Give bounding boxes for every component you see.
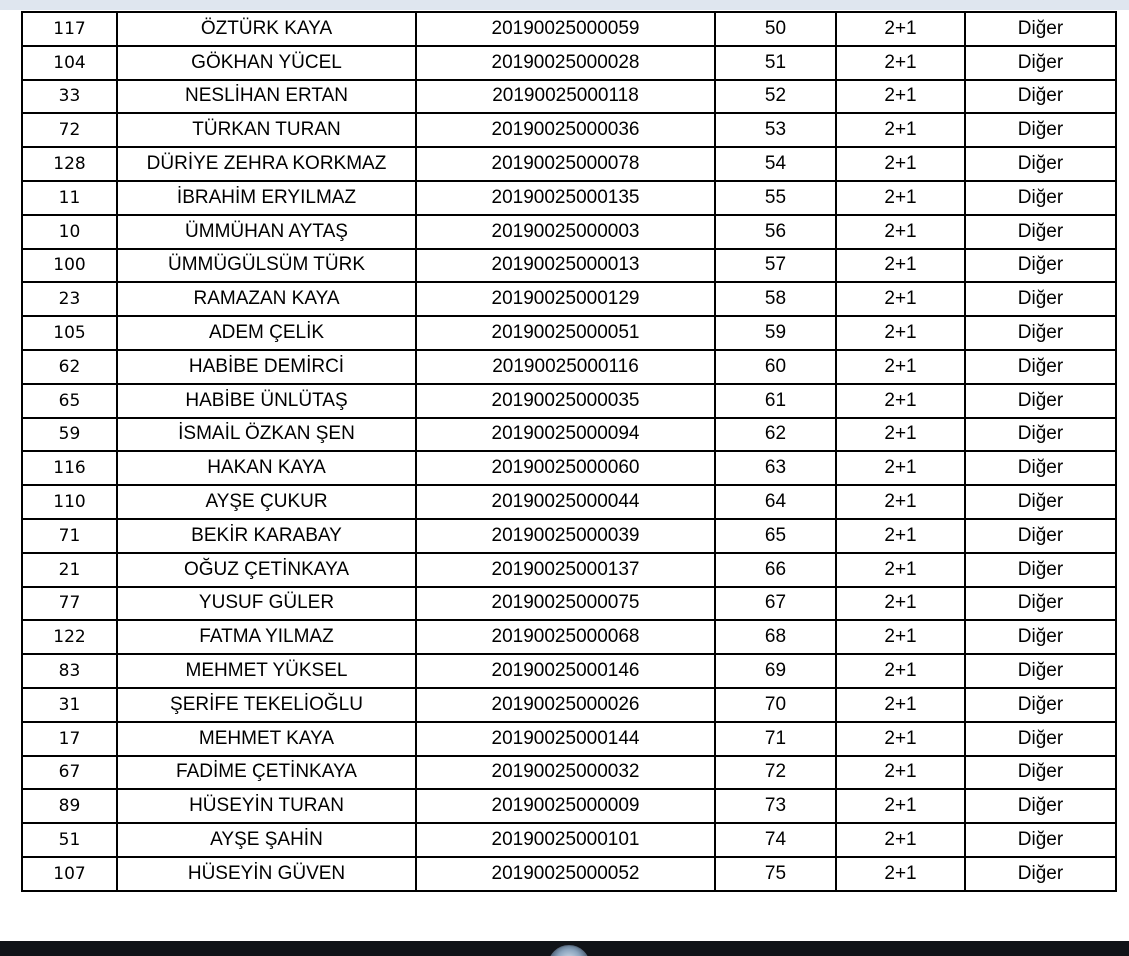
table-row — [22, 215, 1116, 249]
category-cell: Diğer — [965, 181, 1116, 215]
name-cell: AYŞE ÇUKUR — [117, 485, 416, 519]
order-number-cell: 63 — [715, 451, 836, 485]
row-number-cell: 21 — [22, 553, 117, 587]
table-row — [22, 113, 1116, 147]
row-number-cell: 33 — [22, 80, 117, 114]
row-number-cell: 122 — [22, 620, 117, 654]
order-number-cell: 67 — [715, 587, 836, 621]
row-number-cell: 17 — [22, 722, 117, 756]
order-number-cell: 71 — [715, 722, 836, 756]
category-cell: Diğer — [965, 823, 1116, 857]
category-cell: Diğer — [965, 485, 1116, 519]
category-cell: Diğer — [965, 451, 1116, 485]
document-page — [0, 10, 1129, 941]
name-cell: GÖKHAN YÜCEL — [117, 46, 416, 80]
row-number-cell: 83 — [22, 654, 117, 688]
table-row — [22, 316, 1116, 350]
name-cell: TÜRKAN TURAN — [117, 113, 416, 147]
name-cell: HÜSEYİN TURAN — [117, 789, 416, 823]
category-cell: Diğer — [965, 249, 1116, 283]
table-row — [22, 587, 1116, 621]
category-cell: Diğer — [965, 519, 1116, 553]
application-number-cell: 20190025000101 — [416, 823, 715, 857]
applicant-table — [21, 11, 1117, 892]
table-row — [22, 80, 1116, 114]
row-number-cell: 31 — [22, 688, 117, 722]
application-number-cell: 20190025000013 — [416, 249, 715, 283]
room-type-cell: 2+1 — [836, 519, 965, 553]
order-number-cell: 53 — [715, 113, 836, 147]
order-number-cell: 57 — [715, 249, 836, 283]
name-cell: RAMAZAN KAYA — [117, 282, 416, 316]
application-number-cell: 20190025000003 — [416, 215, 715, 249]
row-number-cell: 72 — [22, 113, 117, 147]
room-type-cell: 2+1 — [836, 113, 965, 147]
table-row — [22, 553, 1116, 587]
order-number-cell: 59 — [715, 316, 836, 350]
row-number-cell: 128 — [22, 147, 117, 181]
name-cell: HABİBE ÜNLÜTAŞ — [117, 384, 416, 418]
page-margin — [0, 10, 21, 941]
row-number-cell: 51 — [22, 823, 117, 857]
row-number-cell: 67 — [22, 756, 117, 790]
row-number-cell: 23 — [22, 282, 117, 316]
table-row — [22, 249, 1116, 283]
name-cell: MEHMET YÜKSEL — [117, 654, 416, 688]
order-number-cell: 61 — [715, 384, 836, 418]
order-number-cell: 56 — [715, 215, 836, 249]
category-cell: Diğer — [965, 587, 1116, 621]
order-number-cell: 73 — [715, 789, 836, 823]
table-row — [22, 857, 1116, 891]
category-cell: Diğer — [965, 316, 1116, 350]
table-row — [22, 451, 1116, 485]
room-type-cell: 2+1 — [836, 181, 965, 215]
application-number-cell: 20190025000052 — [416, 857, 715, 891]
room-type-cell: 2+1 — [836, 722, 965, 756]
room-type-cell: 2+1 — [836, 46, 965, 80]
room-type-cell: 2+1 — [836, 857, 965, 891]
name-cell: FATMA YILMAZ — [117, 620, 416, 654]
application-number-cell: 20190025000135 — [416, 181, 715, 215]
application-number-cell: 20190025000116 — [416, 350, 715, 384]
table-row — [22, 147, 1116, 181]
category-cell: Diğer — [965, 654, 1116, 688]
row-number-cell: 105 — [22, 316, 117, 350]
name-cell: İBRAHİM ERYILMAZ — [117, 181, 416, 215]
order-number-cell: 64 — [715, 485, 836, 519]
room-type-cell: 2+1 — [836, 823, 965, 857]
table-row — [22, 46, 1116, 80]
order-number-cell: 72 — [715, 756, 836, 790]
name-cell: OĞUZ ÇETİNKAYA — [117, 553, 416, 587]
name-cell: ÜMMÜGÜLSÜM TÜRK — [117, 249, 416, 283]
table-row — [22, 12, 1116, 46]
room-type-cell: 2+1 — [836, 756, 965, 790]
room-type-cell: 2+1 — [836, 249, 965, 283]
application-number-cell: 20190025000026 — [416, 688, 715, 722]
name-cell: HÜSEYİN GÜVEN — [117, 857, 416, 891]
room-type-cell: 2+1 — [836, 451, 965, 485]
table-row — [22, 181, 1116, 215]
name-cell: MEHMET KAYA — [117, 722, 416, 756]
table-body — [22, 12, 1116, 891]
application-number-cell: 20190025000036 — [416, 113, 715, 147]
name-cell: DÜRİYE ZEHRA KORKMAZ — [117, 147, 416, 181]
category-cell: Diğer — [965, 147, 1116, 181]
row-number-cell: 89 — [22, 789, 117, 823]
room-type-cell: 2+1 — [836, 789, 965, 823]
application-number-cell: 20190025000129 — [416, 282, 715, 316]
application-number-cell: 20190025000059 — [416, 12, 715, 46]
room-type-cell: 2+1 — [836, 350, 965, 384]
application-number-cell: 20190025000094 — [416, 418, 715, 452]
category-cell: Diğer — [965, 553, 1116, 587]
application-number-cell: 20190025000075 — [416, 587, 715, 621]
table-row — [22, 350, 1116, 384]
row-number-cell: 62 — [22, 350, 117, 384]
row-number-cell: 65 — [22, 384, 117, 418]
room-type-cell: 2+1 — [836, 12, 965, 46]
table-row — [22, 620, 1116, 654]
order-number-cell: 70 — [715, 688, 836, 722]
name-cell: İSMAİL ÖZKAN ŞEN — [117, 418, 416, 452]
room-type-cell: 2+1 — [836, 654, 965, 688]
room-type-cell: 2+1 — [836, 485, 965, 519]
name-cell: ADEM ÇELİK — [117, 316, 416, 350]
category-cell: Diğer — [965, 384, 1116, 418]
order-number-cell: 51 — [715, 46, 836, 80]
room-type-cell: 2+1 — [836, 587, 965, 621]
room-type-cell: 2+1 — [836, 418, 965, 452]
row-number-cell: 107 — [22, 857, 117, 891]
category-cell: Diğer — [965, 688, 1116, 722]
table-row — [22, 418, 1116, 452]
application-number-cell: 20190025000118 — [416, 80, 715, 114]
name-cell: AYŞE ŞAHİN — [117, 823, 416, 857]
table-row — [22, 756, 1116, 790]
room-type-cell: 2+1 — [836, 620, 965, 654]
row-number-cell: 117 — [22, 12, 117, 46]
table-row — [22, 722, 1116, 756]
application-number-cell: 20190025000144 — [416, 722, 715, 756]
category-cell: Diğer — [965, 46, 1116, 80]
start-button-icon[interactable] — [548, 945, 590, 956]
taskbar — [0, 941, 1129, 956]
room-type-cell: 2+1 — [836, 688, 965, 722]
row-number-cell: 11 — [22, 181, 117, 215]
order-number-cell: 75 — [715, 857, 836, 891]
room-type-cell: 2+1 — [836, 282, 965, 316]
order-number-cell: 60 — [715, 350, 836, 384]
table-row — [22, 654, 1116, 688]
name-cell: ÜMMÜHAN AYTAŞ — [117, 215, 416, 249]
room-type-cell: 2+1 — [836, 80, 965, 114]
application-number-cell: 20190025000009 — [416, 789, 715, 823]
table-row — [22, 485, 1116, 519]
room-type-cell: 2+1 — [836, 316, 965, 350]
row-number-cell: 100 — [22, 249, 117, 283]
application-number-cell: 20190025000068 — [416, 620, 715, 654]
application-number-cell: 20190025000060 — [416, 451, 715, 485]
order-number-cell: 74 — [715, 823, 836, 857]
order-number-cell: 68 — [715, 620, 836, 654]
name-cell: ŞERİFE TEKELİOĞLU — [117, 688, 416, 722]
category-cell: Diğer — [965, 789, 1116, 823]
order-number-cell: 58 — [715, 282, 836, 316]
application-number-cell: 20190025000039 — [416, 519, 715, 553]
order-number-cell: 65 — [715, 519, 836, 553]
row-number-cell: 10 — [22, 215, 117, 249]
category-cell: Diğer — [965, 80, 1116, 114]
order-number-cell: 55 — [715, 181, 836, 215]
category-cell: Diğer — [965, 12, 1116, 46]
category-cell: Diğer — [965, 756, 1116, 790]
table-row — [22, 823, 1116, 857]
name-cell: FADİME ÇETİNKAYA — [117, 756, 416, 790]
application-number-cell: 20190025000028 — [416, 46, 715, 80]
row-number-cell: 77 — [22, 587, 117, 621]
table-row — [22, 282, 1116, 316]
category-cell: Diğer — [965, 215, 1116, 249]
order-number-cell: 54 — [715, 147, 836, 181]
name-cell: NESLİHAN ERTAN — [117, 80, 416, 114]
application-number-cell: 20190025000137 — [416, 553, 715, 587]
table-row — [22, 688, 1116, 722]
order-number-cell: 52 — [715, 80, 836, 114]
name-cell: ÖZTÜRK KAYA — [117, 12, 416, 46]
application-number-cell: 20190025000146 — [416, 654, 715, 688]
application-number-cell: 20190025000035 — [416, 384, 715, 418]
row-number-cell: 59 — [22, 418, 117, 452]
name-cell: HAKAN KAYA — [117, 451, 416, 485]
order-number-cell: 69 — [715, 654, 836, 688]
room-type-cell: 2+1 — [836, 215, 965, 249]
category-cell: Diğer — [965, 857, 1116, 891]
category-cell: Diğer — [965, 282, 1116, 316]
category-cell: Diğer — [965, 418, 1116, 452]
order-number-cell: 66 — [715, 553, 836, 587]
application-number-cell: 20190025000051 — [416, 316, 715, 350]
table-row — [22, 789, 1116, 823]
room-type-cell: 2+1 — [836, 384, 965, 418]
row-number-cell: 110 — [22, 485, 117, 519]
category-cell: Diğer — [965, 113, 1116, 147]
category-cell: Diğer — [965, 350, 1116, 384]
table-row — [22, 519, 1116, 553]
application-number-cell: 20190025000044 — [416, 485, 715, 519]
row-number-cell: 104 — [22, 46, 117, 80]
order-number-cell: 62 — [715, 418, 836, 452]
order-number-cell: 50 — [715, 12, 836, 46]
table-row — [22, 384, 1116, 418]
category-cell: Diğer — [965, 620, 1116, 654]
name-cell: BEKİR KARABAY — [117, 519, 416, 553]
name-cell: HABİBE DEMİRCİ — [117, 350, 416, 384]
row-number-cell: 116 — [22, 451, 117, 485]
room-type-cell: 2+1 — [836, 147, 965, 181]
room-type-cell: 2+1 — [836, 553, 965, 587]
row-number-cell: 71 — [22, 519, 117, 553]
name-cell: YUSUF GÜLER — [117, 587, 416, 621]
application-number-cell: 20190025000078 — [416, 147, 715, 181]
category-cell: Diğer — [965, 722, 1116, 756]
application-number-cell: 20190025000032 — [416, 756, 715, 790]
